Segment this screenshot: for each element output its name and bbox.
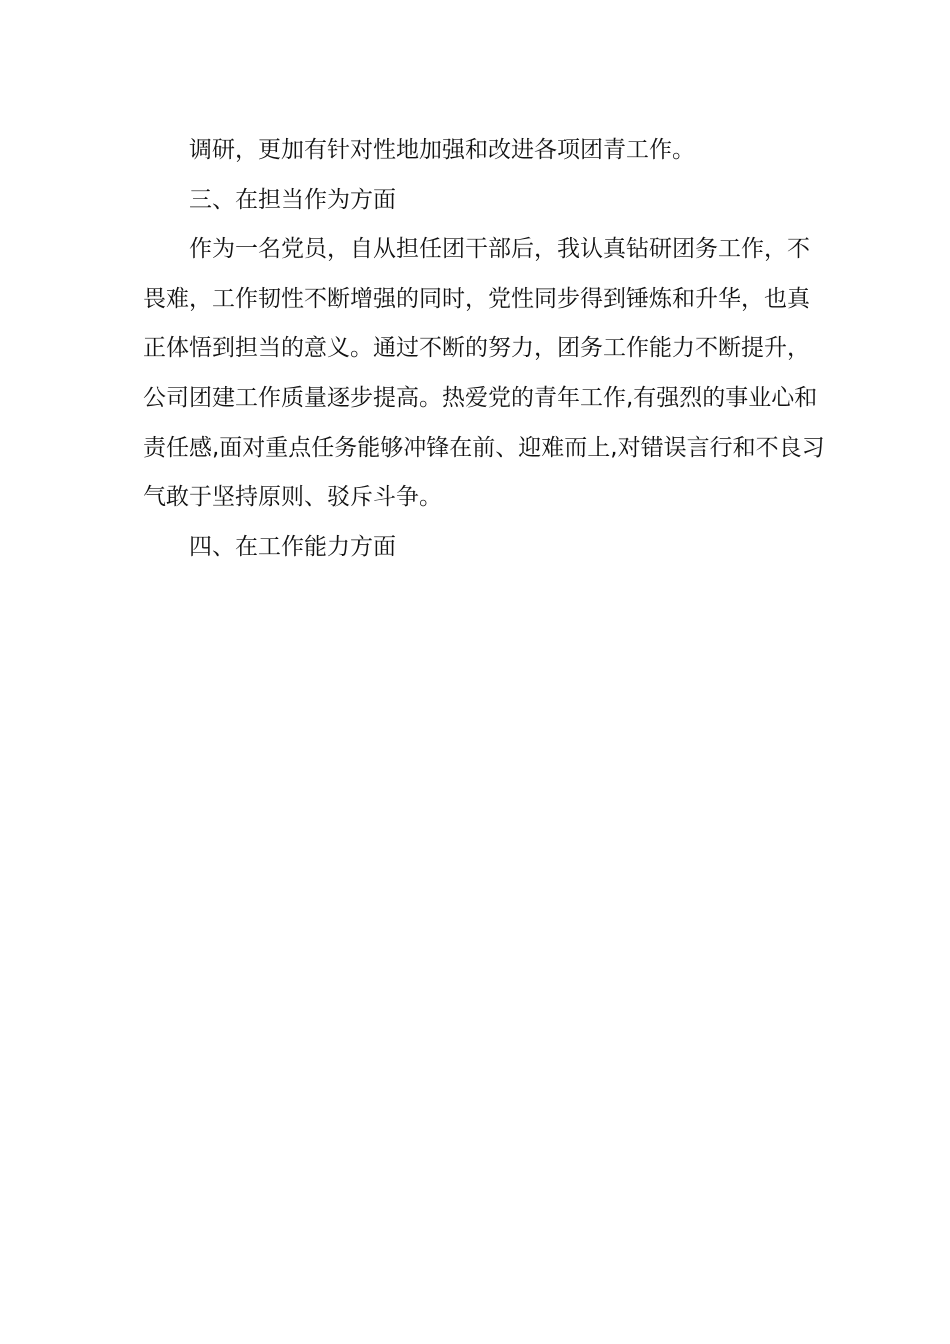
text-line: 作为一名党员，自从担任团干部后，我认真钻研团务工作，不 (189, 236, 810, 263)
section-heading-responsibility: 三、在担当作为方面 (189, 186, 396, 213)
text-line: 正体悟到担当的意义。通过不断的努力，团务工作能力不断提升， (143, 335, 810, 362)
document-body (143, 126, 825, 572)
section-heading-work-ability: 四、在工作能力方面 (189, 533, 396, 560)
text-line: 公司团建工作质量逐步提高。热爱党的青年工作,有强烈的事业心和 (143, 384, 818, 411)
text-line-research: 调研，更加有针对性地加强和改进各项团青工作。 (189, 137, 695, 163)
text-line: 气敢于坚持原则、驳斥斗争。 (143, 484, 442, 511)
text-line: 畏难，工作韧性不断增强的同时，党性同步得到锤炼和升华，也真 (143, 285, 810, 312)
text-line: 责任感,面对重点任务能够冲锋在前、迎难而上,对错误言行和不良习 (143, 434, 825, 461)
